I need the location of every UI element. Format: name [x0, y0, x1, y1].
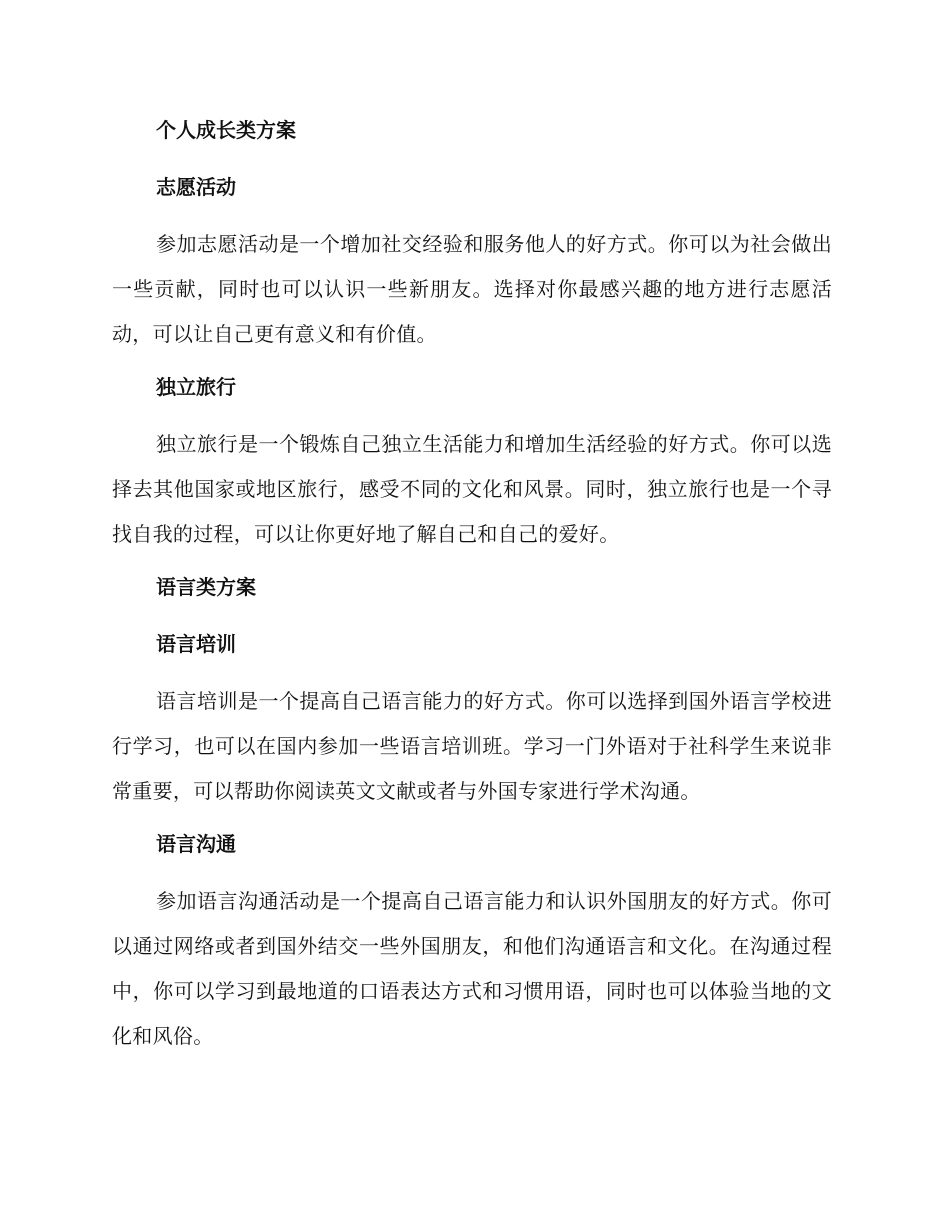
subheading-volunteer: 志愿活动 — [156, 175, 236, 199]
subheading-independent-travel: 独立旅行 — [156, 375, 236, 399]
paragraph-language-training: 语言培训是一个提高自己语言能力的好方式。你可以选择到国外语言学校进行学习，也可以在国内参加一些语言培训班。学习一门外语对于社科学生来说非常重要，可以帮助你阅读英文文献或者与外国专家进行学术沟通。 — [112, 689, 832, 803]
paragraph-volunteer: 参加志愿活动是一个增加社交经验和服务他人的好方式。你可以为社会做出一些贡献，同时也可以认识一些新朋友。选择对你最感兴趣的地方进行志愿活动，可以让自己更有意义和有价值。 — [112, 232, 832, 346]
subheading-language-communication: 语言沟通 — [156, 832, 236, 856]
section-heading-language: 语言类方案 — [156, 575, 256, 599]
document-page — [112, 110, 832, 1059]
paragraph-language-communication: 参加语言沟通活动是一个提高自己语言能力和认识外国朋友的好方式。你可以通过网络或者到国外结交一些外国朋友，和他们沟通语言和文化。在沟通过程中，你可以学习到最地道的口语表达方式和习惯用语，同时也可以体验当地的文化和风俗。 — [112, 889, 832, 1048]
subheading-language-training: 语言培训 — [156, 632, 236, 656]
section-heading-personal-growth: 个人成长类方案 — [156, 118, 296, 142]
paragraph-independent-travel: 独立旅行是一个锻炼自己独立生活能力和增加生活经验的好方式。你可以选择去其他国家或地区旅行，感受不同的文化和风景。同时，独立旅行也是一个寻找自我的过程，可以让你更好地了解自己和自己的爱好。 — [112, 432, 832, 546]
